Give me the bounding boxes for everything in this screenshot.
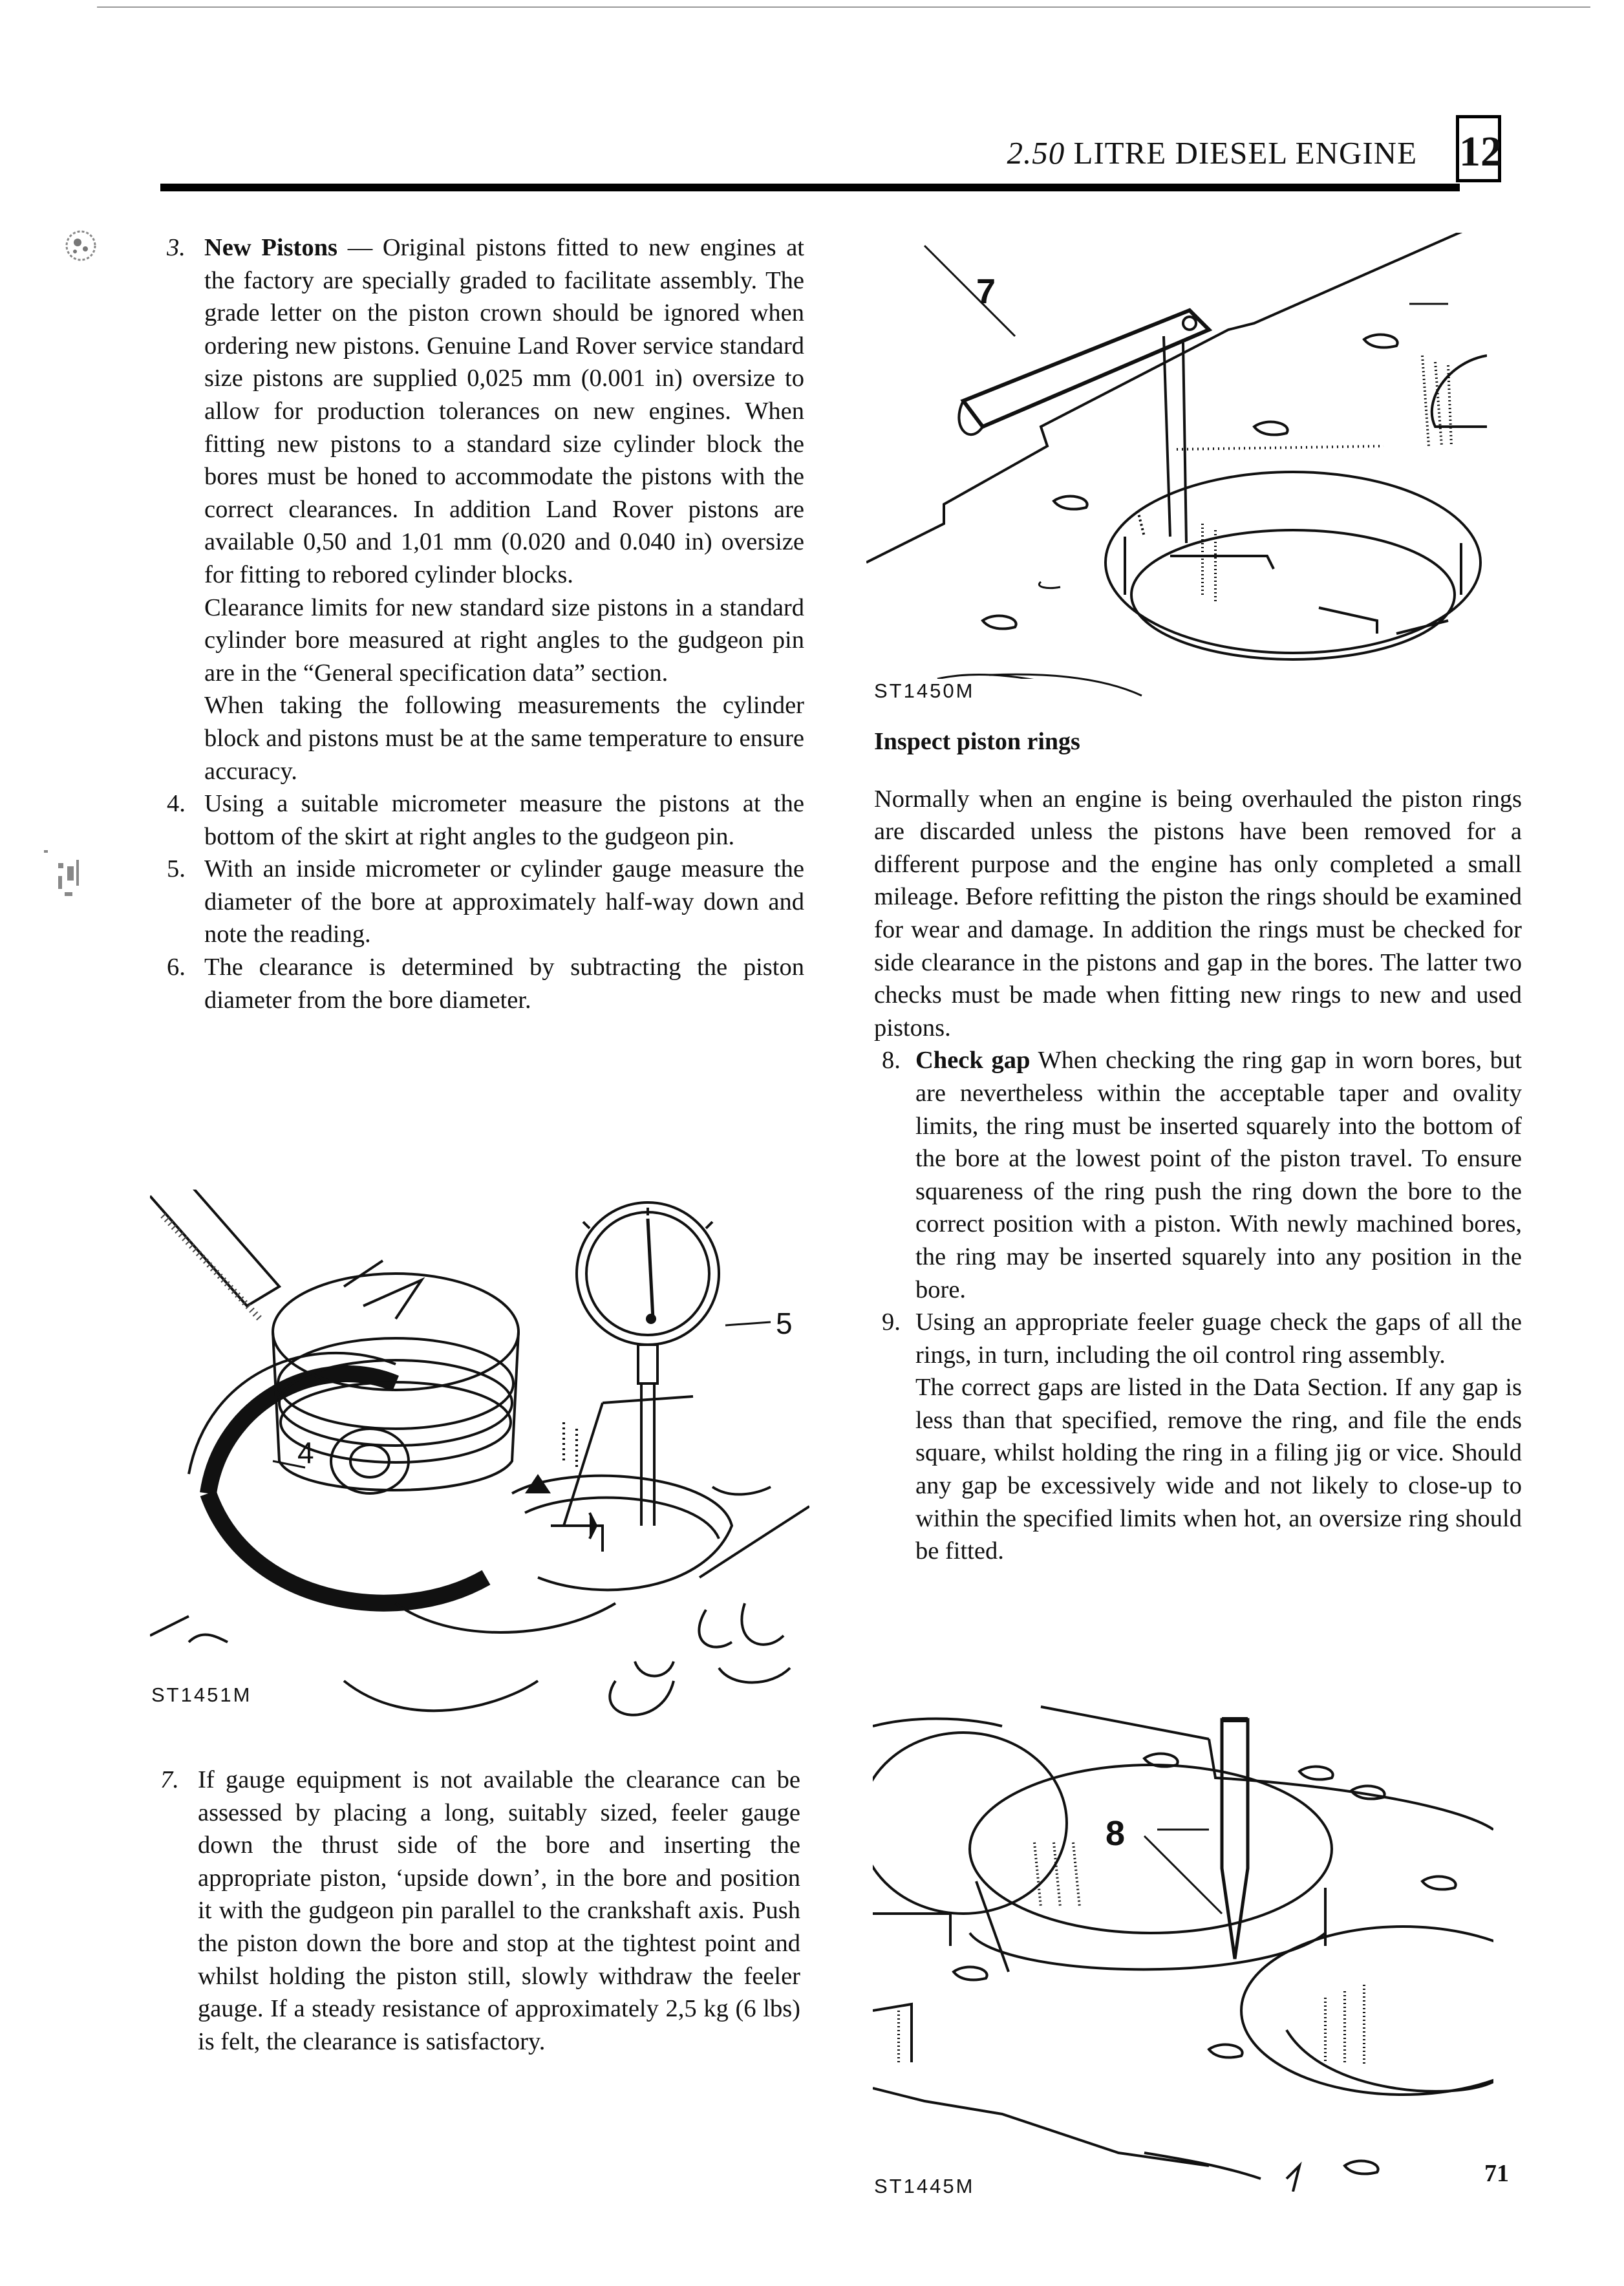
margin-stamp-icon — [39, 847, 91, 905]
step-3-paragraph-3: When taking the following measurements the cylinder block and pistons must be at the same temperature to ensure accuracy. — [204, 692, 804, 785]
step-text: If gauge equipment is not available the clearance can be assessed by placing a long, suitably sized, feeler gauge down the thrust side of the bore and inserting the appropriate piston, ‘upside down’, in the bore and position it with the gudgeon pin parallel to the crankshaft axis. Push the piston down the bore and stop at the tightest point and whilst holding the piston still, slowly withdraw the feeler gauge. If a steady resistance of approximately 2,5 kg (6 lbs) is felt, the clearance is satisfactory. — [198, 1766, 800, 2055]
step-9-paragraph-2: The correct gaps are listed in the Data Section. If any gap is less than that specified, remove the ring, and file the ends square, whilst holding the ring in a filing jig or vice. Should any gap be excessively wide and not likely to close-up to within the specified limits when hot, an oversize ring should be fitted. — [915, 1374, 1522, 1565]
step-number: 9. — [882, 1309, 901, 1336]
step-number: 5. — [167, 855, 186, 883]
margin-stamp-icon — [58, 223, 103, 268]
step-text: Using a suitable micrometer measure the pistons at the bottom of the skirt at right angles to the gudgeon pin. — [204, 790, 804, 850]
step-title: New Pistons — [204, 234, 338, 261]
step-number: 7. — [160, 1766, 179, 1793]
figure-reference: ST1451M — [151, 1683, 252, 1706]
step-number: 8. — [882, 1047, 901, 1074]
page-number: 71 — [1484, 2160, 1509, 2187]
step-text: When checking the ring gap in worn bores, but are nevertheless within the acceptable taper and ovality limits, the ring must be inserted squarely into the bottom of the bore at the lowest point of the piston travel. To ensure squareness of the ring push the ring down the bore to the correct position with a piston. With newly machined bores, the ring may be inserted squarely into any position in the bore. — [915, 1047, 1522, 1303]
page-title: 2.50 LITRE DIESEL ENGINE — [1007, 135, 1417, 171]
step-number: 6. — [167, 954, 186, 981]
left-column-bottom — [155, 1764, 800, 2058]
callout-4: 4 — [297, 1436, 314, 1469]
step-number: 3. — [167, 234, 186, 261]
callout-5: 5 — [776, 1307, 793, 1340]
step-6 — [162, 951, 804, 1016]
step-text: The clearance is determined by subtracting the piston diameter from the bore diameter. — [204, 954, 804, 1014]
figure-piston-measurement — [150, 1190, 809, 1726]
figure-leader-line — [989, 672, 1144, 698]
step-9 — [874, 1306, 1522, 1371]
top-rule — [97, 6, 1590, 8]
step-text: Using an appropriate feeler guage check the gaps of all the rings, in turn, including the oil control ring assembly. — [915, 1309, 1522, 1369]
section-number-badge: 12 — [1456, 115, 1501, 182]
step-4 — [162, 787, 804, 853]
figure-reference: ST1450M — [874, 679, 975, 702]
figure-reference: ST1445M — [874, 2175, 975, 2197]
ring-gap-illustration — [873, 1700, 1493, 2192]
callout-7: 7 — [976, 272, 996, 311]
step-text: — Original pistons fitted to new engines at the factory are specially graded to facilitate assembly. The grade letter on the piston crown should be ignored when ordering new pistons. Genuine Land Rover service standard size pistons are supplied 0,025 mm (0.001 in) oversize to allow for production tolerances on new engines. When fitting new pistons to a standard size cylinder block the bores must be honed to accommodate the pistons with the correct clearances. In addition Land Rover pistons are available 0,50 and 1,01 mm (0.020 and 0.040 in) oversize for fitting to rebored cylinder blocks. — [204, 234, 805, 588]
right-column-text — [874, 725, 1522, 1568]
piston-measurement-illustration — [150, 1190, 809, 1726]
section-heading: Inspect piston rings — [874, 728, 1080, 755]
step-text: With an inside micrometer or cylinder gauge measure the diameter of the bore at approximately half-way down and note the reading. — [204, 855, 804, 948]
header-rule — [160, 184, 1460, 191]
step-8 — [874, 1044, 1522, 1306]
feeler-gauge-illustration — [866, 233, 1487, 679]
callout-8: 8 — [1106, 1814, 1126, 1853]
step-3-paragraph-2: Clearance limits for new standard size pistons in a standard cylinder bore measured at right angles to the gudgeon pin are in the “General specification data” section. — [204, 593, 804, 687]
step-number: 4. — [167, 790, 186, 818]
step-5 — [162, 853, 804, 951]
figure-feeler-gauge-ring — [873, 1700, 1493, 2192]
left-column-top — [162, 231, 804, 1016]
step-3 — [162, 231, 804, 592]
intro-paragraph: Normally when an engine is being overhauled the piston rings are discarded unless the pistons have been removed for a different purpose and the engine has only completed a small mileage. Before refitting the piston the rings should be examined for wear and damage. In addition the rings must be checked for side clearance in the pistons and gap in the bores. The latter two checks must be made when fitting new rings to new and used pistons. — [874, 785, 1522, 1042]
step-7 — [155, 1764, 800, 2058]
figure-ring-gap-check — [866, 233, 1487, 679]
step-title: Check gap — [915, 1047, 1031, 1074]
